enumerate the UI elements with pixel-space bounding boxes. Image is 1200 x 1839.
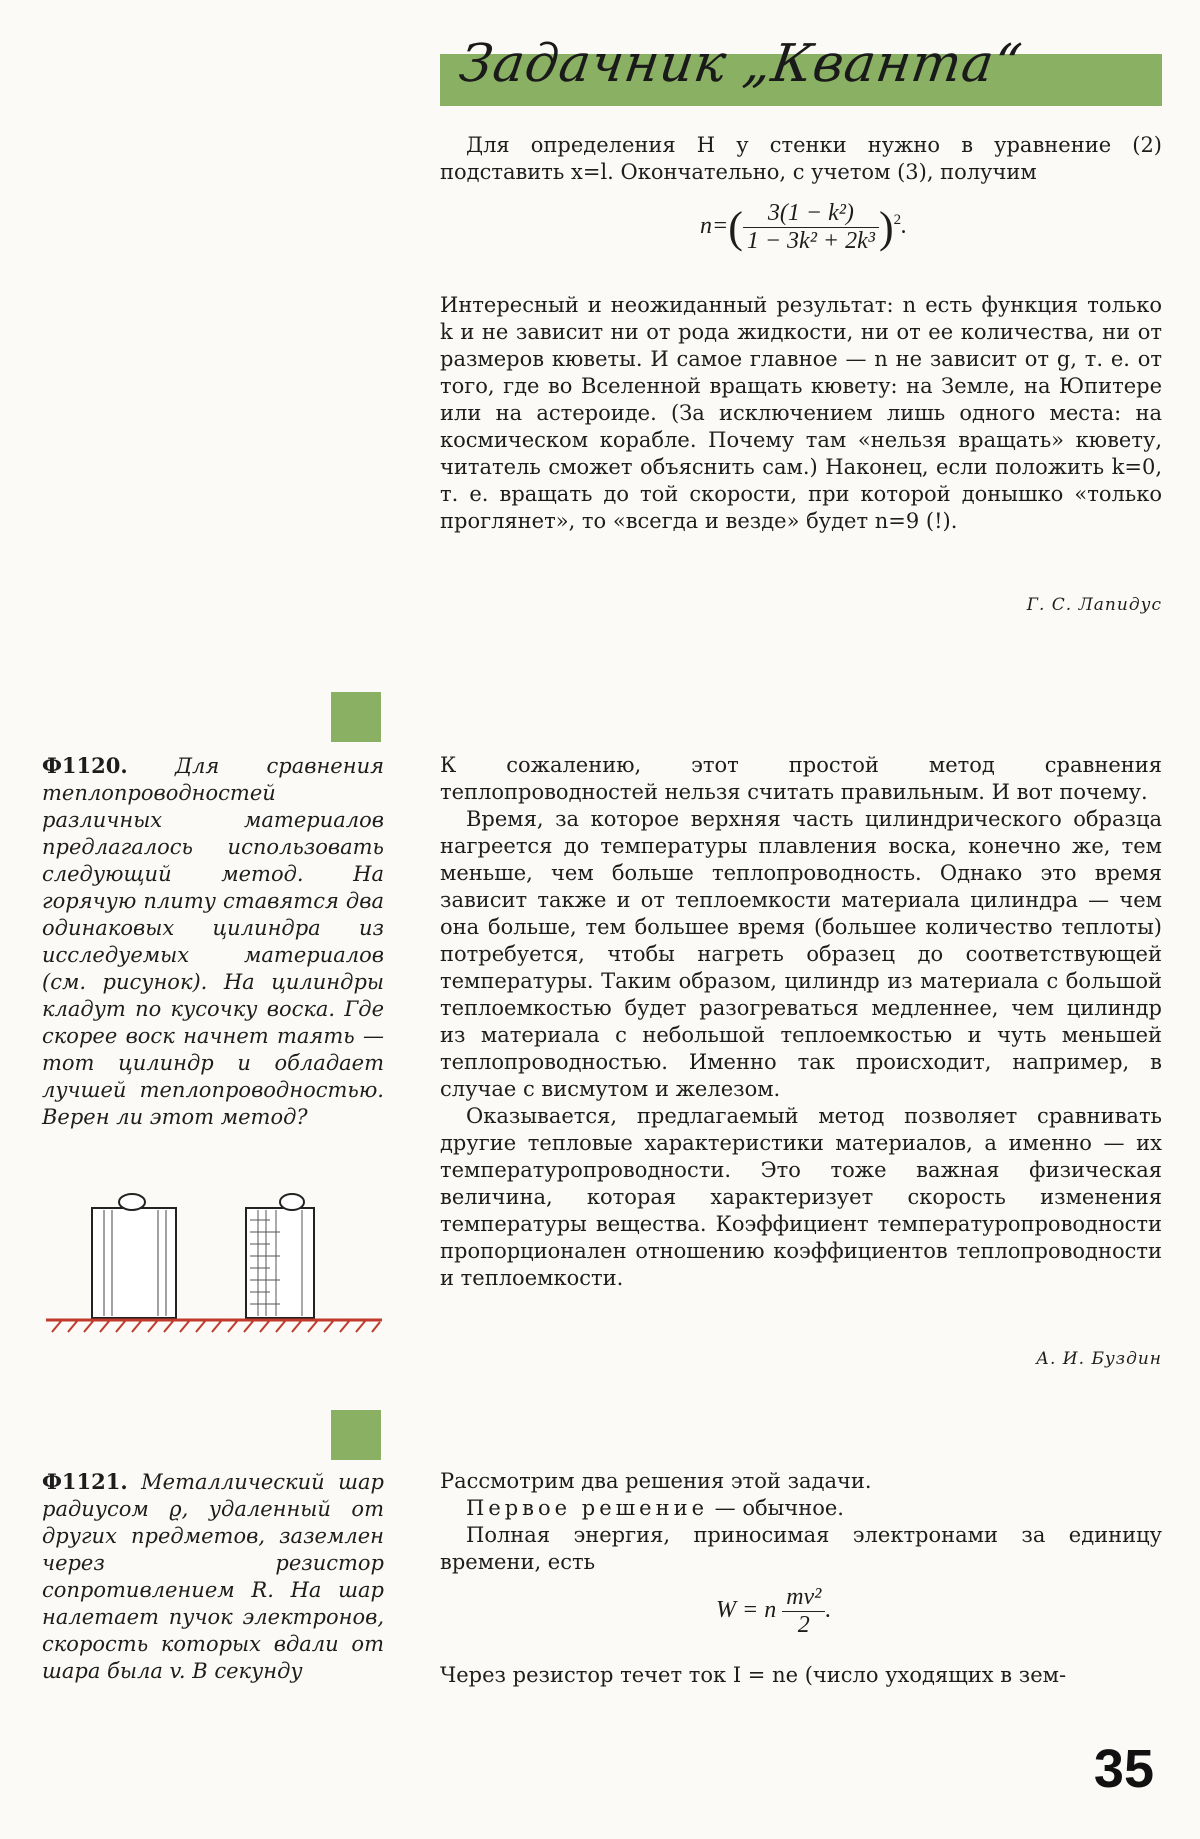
section-title: Задачник „Кванта“ <box>455 34 1026 94</box>
problem-1120-statement: Ф1120. Для сравнения теплопроводностей различных материалов предлагалось использовать следующий метод. На горячую плиту ставятся два одинаковых цилиндра из исследуемых материалов (см. рисунок). На цилиндры кладут по кусочку воска. Где скорее воск начнет таять — тот цилиндр и обладает лучшей теплопроводностью. Верен ли этот метод? <box>42 753 384 1129</box>
problem-1121-current-line: Через резистор течет ток I = ne (число уходящих в зем- <box>440 1663 1067 1687</box>
problem-1121-solution: Рассмотрим два решения этой задачи. Первое решение — обычное. Полная энергия, приносимая электронами за единицу времени, есть <box>440 1469 1162 1574</box>
cylinders-figure <box>46 1180 386 1340</box>
cylinder-right <box>246 1194 314 1318</box>
formula-w: W = n $\frac{\text{mv²}}{2}$ . <box>716 1584 832 1638</box>
signature-buzdin: А. И. Буздин <box>1036 1349 1162 1369</box>
top-paragraph-1: Для определения H у стенки нужно в уравнение (2) подставить x=l. Окончательно, с учетом (3), получим <box>440 133 1162 184</box>
top-paragraph-2: Интересный и неожиданный результат: n есть функция только k и не зависит ни от рода жидкости, ни от ее количества, ни от размеров кюветы. И самое главное — n не зависит от g, т. е. от того, где во Вселенной вращать кювету: на Земле, на Юпитере или на астероиде. (За исключением лишь одного места: на космическом корабле. Почему там «нельзя вращать» кювету, читатель сможет объяснить сам.) Наконец, если положить k=0, т. е. вращать до той скорости, при которой донышко «только проглянет», то «всегда и везде» будет n=9 (!). <box>440 293 1162 533</box>
page-number: 35 <box>1093 1739 1154 1799</box>
formula-n: n=( $\frac{\text{3(1 − k²)}}{\text{1 − 3k² + 2k³}}$ )$^2$. <box>700 200 908 254</box>
problem-marker-1121 <box>331 1410 381 1460</box>
hot-plate <box>46 1320 382 1332</box>
problem-marker-1120 <box>331 692 381 742</box>
signature-lapidus: Г. С. Лапидус <box>1026 595 1162 615</box>
cylinder-left <box>92 1194 176 1318</box>
problem-1121-statement: Ф1121. Металлический шар радиусом ϱ, удаленный от других предметов, заземлен через резистор сопротивлением R. На шар налетает пучок электронов, скорость которых вдали от шара была v. В секунду <box>42 1469 384 1683</box>
problem-1120-solution: К сожалению, этот простой метод сравнения теплопроводностей нельзя считать правильным. И вот почему. Время, за которое верхняя часть цилиндрического образца нагреется до температуры плавления воска, конечно же, тем меньше, чем больше теплопроводность. Однако это время зависит также и от теплоемкости материала цилиндра — чем она больше, тем большее время (большее количество теплоты) потребуется, чтобы нагреть образец до соответствующей температуры. Таким образом, цилиндр из материала с большой теплоемкостью будет разогреваться медленнее, чем цилиндр из материала с небольшой теплоемкостью и чуть меньшей теплопроводностью. Именно так происходит, например, в случае с висмутом и железом. Оказывается, предлагаемый метод позволяет сравнивать другие тепловые характеристики материалов, а именно — их температуропроводности. Это тоже важная физическая величина, которая характеризует скорость изменения температуры вещества. Коэффициент температуропроводности пропорционален отношению коэффициентов теплопроводности и теплоемкости. <box>440 753 1162 1290</box>
